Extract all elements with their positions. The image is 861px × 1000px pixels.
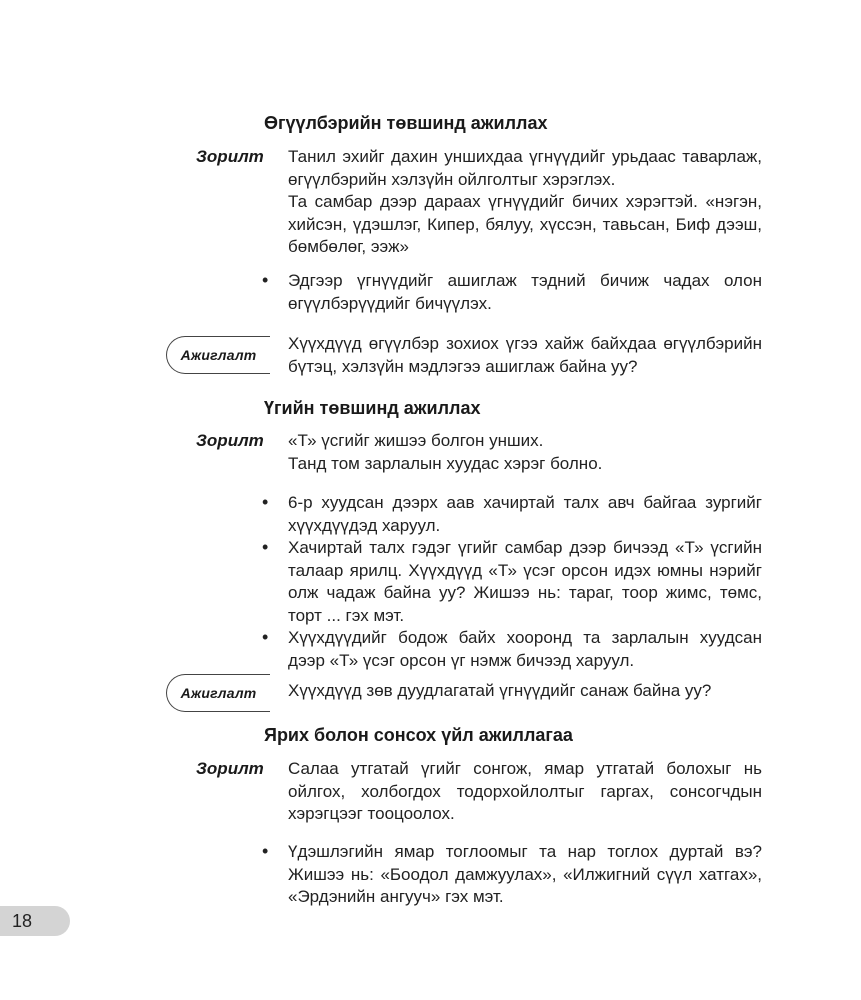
objective-label: Зорилт <box>196 431 264 450</box>
objective-line: «Т» үсгийг жишээ болгон унших. <box>288 431 544 450</box>
section-heading-sentence-level: Өгүүлбэрийн төвшинд ажиллах <box>264 113 548 133</box>
observation-paragraph: Хүүхдүүд өгүүлбэр зохиох үгээ хайж байхдаа өгүүлбэрийн бүтэц, хэлзүйн мэдлэгээ ашиглаж байна уу? <box>288 334 762 376</box>
page-number-tab <box>0 906 70 936</box>
observation-text <box>288 333 762 378</box>
list-item: • Хачиртай талх гэдэг үгийг самбар дээр бичээд «Т» үсгийн талаар ярилц. Хүүхдүүд «Т» үсэг орсон идэх юмны нэрийг олж чадаж байна уу? Жишээ нь: тараг, тоор жимс, төмс, торт ... гэх мэт. <box>288 537 762 627</box>
page-number: 18 <box>12 910 33 931</box>
objective-text <box>288 146 762 259</box>
observation-label-box <box>166 674 270 712</box>
objective-line: Та самбар дээр дараах үгнүүдийг бичих хэрэгтэй. «нэгэн, хийсэн, үдэшлэг, Кипер, бялуу, хүссэн, тавьсан, Биф дээш, бөмбөлөг, ээж» <box>288 192 762 256</box>
observation-label: Ажиглалт <box>180 347 257 363</box>
objective-text <box>288 430 762 475</box>
bullet-list <box>288 841 762 909</box>
section-heading-speaking-listening: Ярих болон сонсох үйл ажиллагаа <box>264 725 573 745</box>
list-item: • 6-р хуудсан дээрх аав хачиртай талх авч байгаа зургийг хүүхдүүдэд харуул. <box>288 492 762 537</box>
observation-paragraph: Хүүхдүүд зөв дуудлагатай үгнүүдийг санаж байна уу? <box>288 681 712 700</box>
section-heading-word-level: Үгийн төвшинд ажиллах <box>264 398 481 418</box>
bullet-list <box>288 492 762 672</box>
list-item: • Эдгээр үгнүүдийг ашиглаж тэдний бичиж чадах олон өгүүлбэрүүдийг бичүүлэх. <box>288 270 762 315</box>
objective-line: Салаа утгатай үгийг сонгож, ямар утгатай болохыг нь ойлгох, холбогдох тодорхойлолтыг гаргах, сонсогчдын хэрэгцээг тооцоолох. <box>288 759 762 823</box>
list-item: • Хүүхдүүдийг бодож байх хооронд та зарлалын хуудсан дээр «Т» үсэг орсон үг нэмж бичээд харуул. <box>288 627 762 672</box>
objective-line: Танд том зарлалын хуудас хэрэг болно. <box>288 453 603 473</box>
observation-label-box <box>166 336 270 374</box>
objective-text <box>288 758 762 826</box>
list-item: • Үдэшлэгийн ямар тоглоомыг та нар тоглох дуртай вэ? Жишээ нь: «Боодол дамжуулах», «Илжигний сүүл хатгах», «Эрдэнийн ангууч» гэх мэт. <box>288 841 762 909</box>
observation-label: Ажиглалт <box>180 685 257 701</box>
bullet-list <box>288 270 762 315</box>
objective-line: Танил эхийг дахин уншихдаа үгнүүдийг урьдаас таварлаж, өгүүлбэрийн хэлзүйн ойлголтыг хэрэглэх. <box>288 147 762 189</box>
objective-label: Зорилт <box>196 759 264 778</box>
observation-text <box>288 680 762 703</box>
objective-label: Зорилт <box>196 147 264 166</box>
